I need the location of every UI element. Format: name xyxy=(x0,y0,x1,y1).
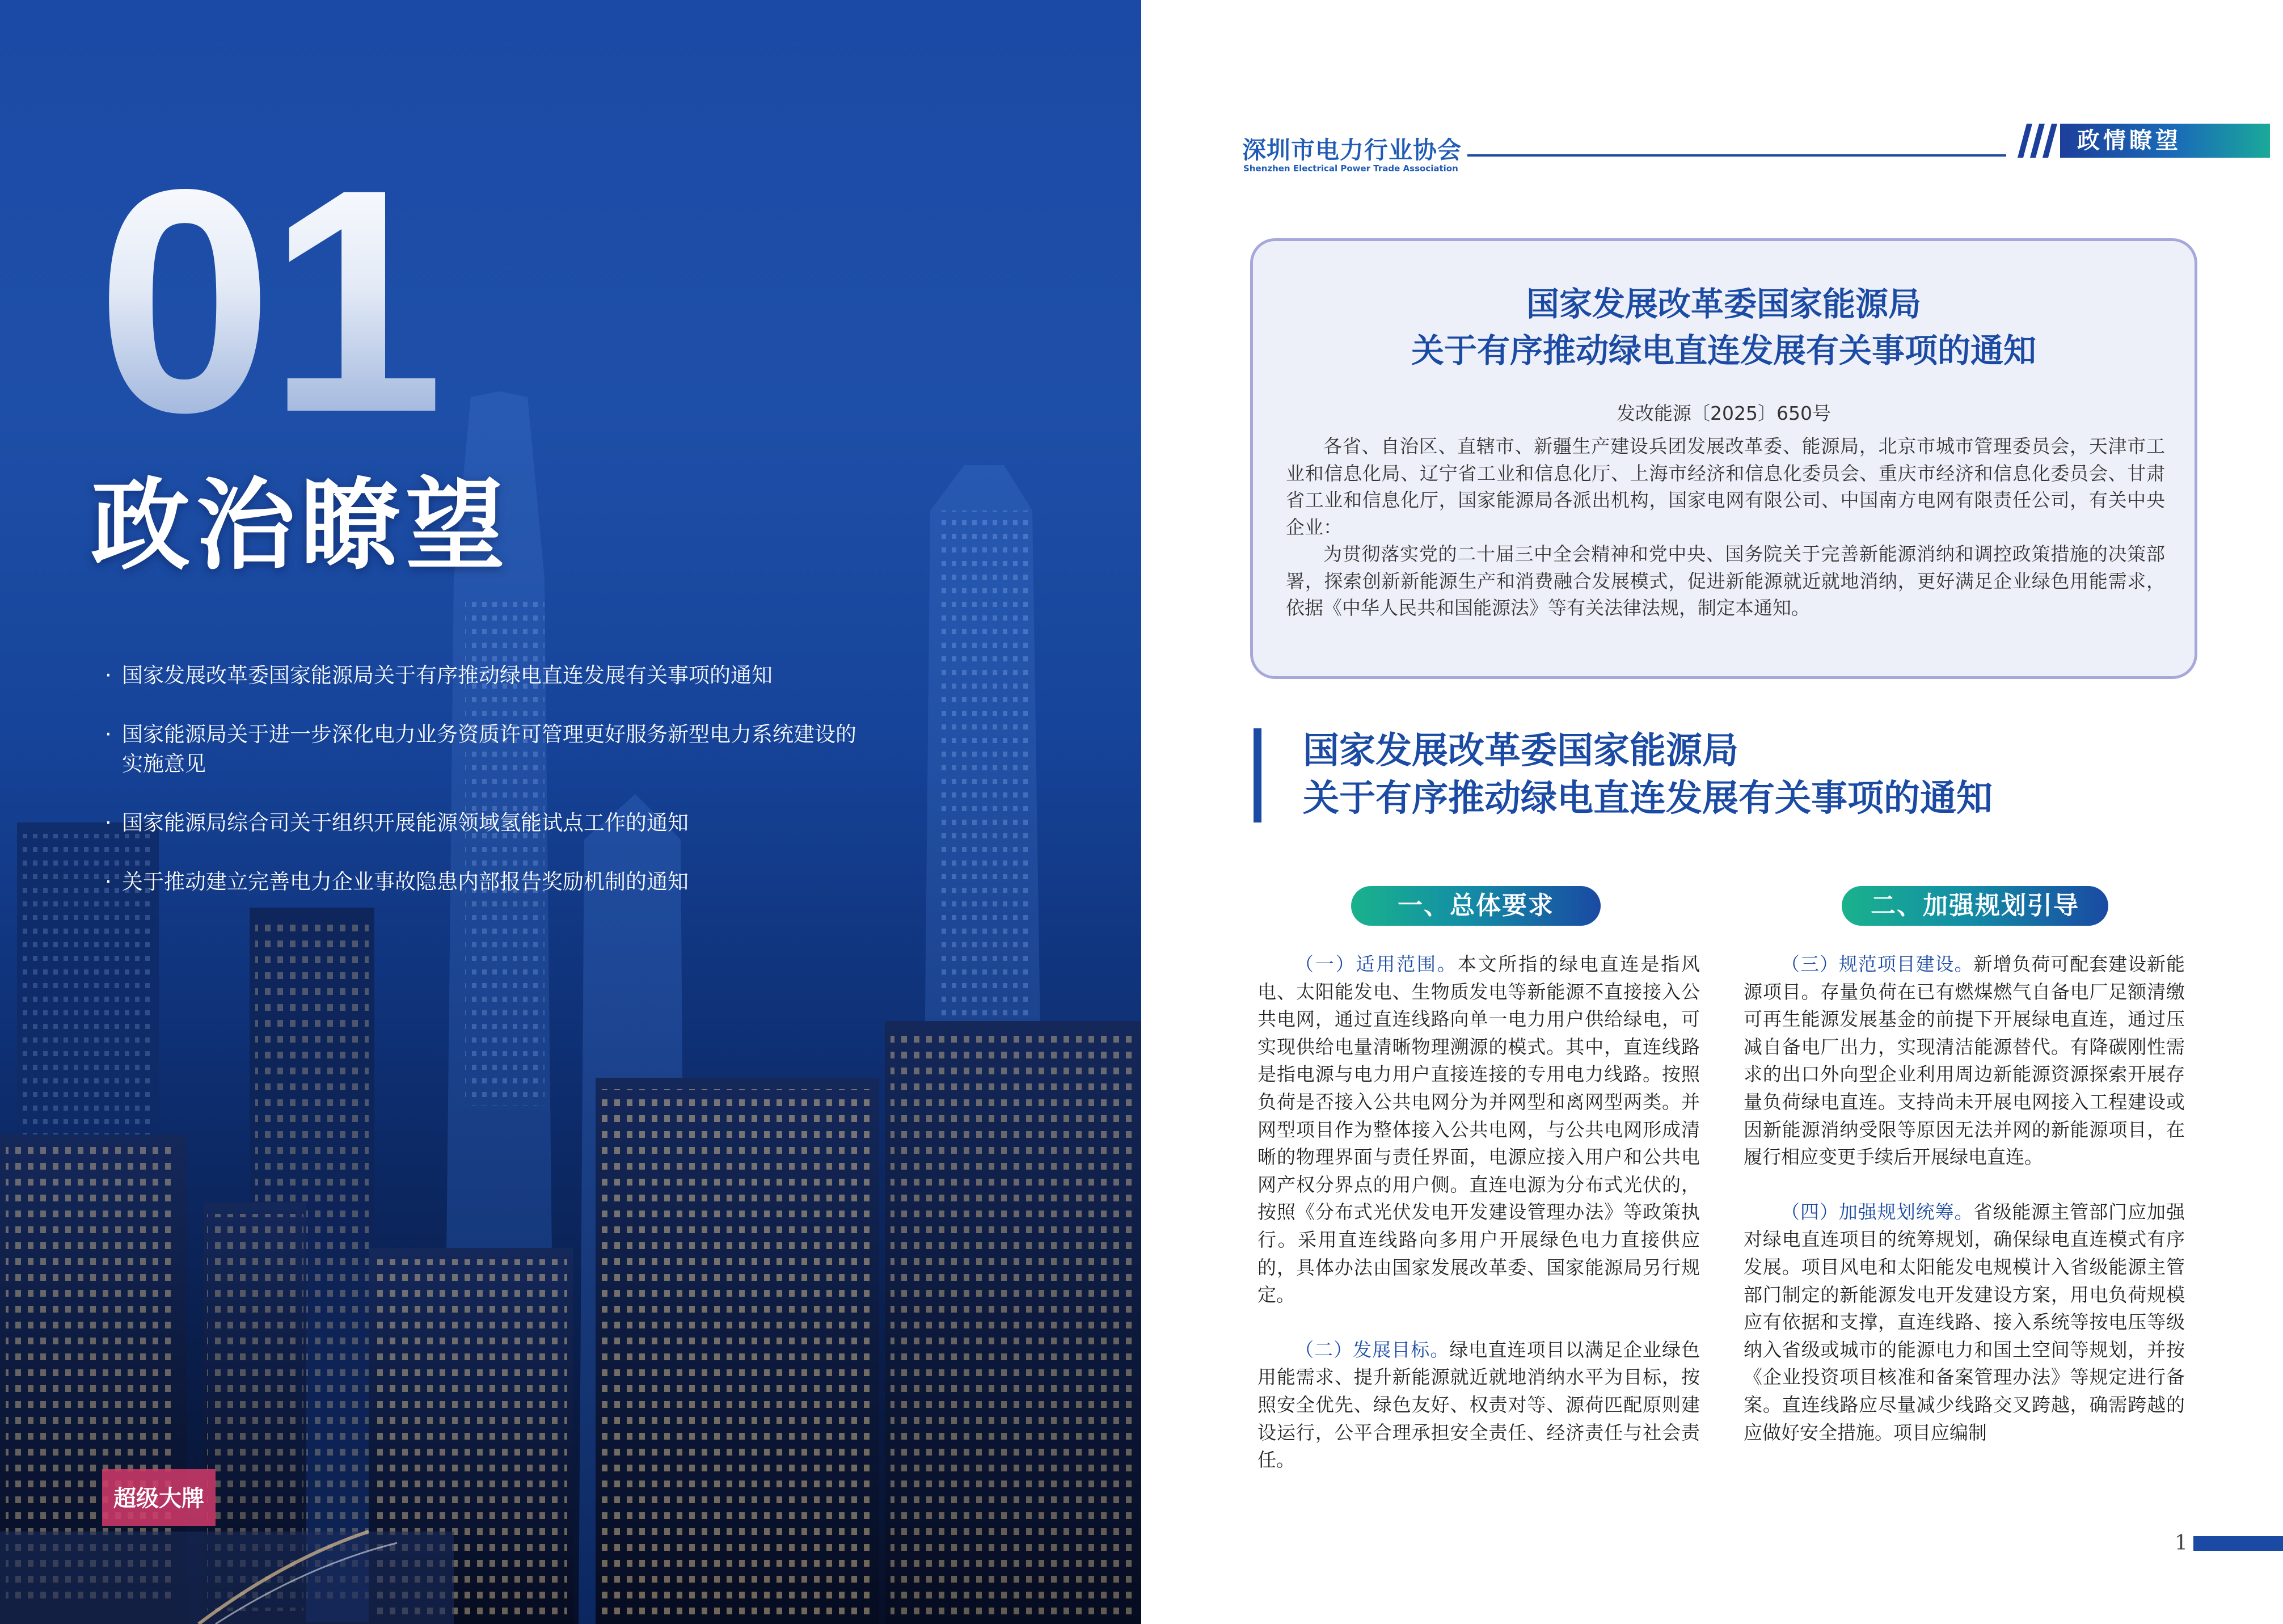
notice-summary-box xyxy=(1250,238,2197,679)
article-column-left xyxy=(1257,951,1700,1501)
page-number-bar xyxy=(2193,1536,2283,1551)
bullet-icon: · xyxy=(105,663,112,687)
clause-lead: （四）加强规划统筹。 xyxy=(1781,1200,1974,1223)
article-title xyxy=(1303,727,1993,822)
toc-item-3[interactable] xyxy=(105,808,859,838)
table-of-contents xyxy=(105,661,859,926)
notice-paragraph-purpose: 为贯彻落实党的二十届三中全会精神和党中央、国务院关于完善新能源消纳和调控政策措施的决策部署，探索创新新能源生产和消费融合发展模式，促进新能源就近就地消纳，更好满足企业绿色用能需求，依据《中华人民共和国能源法》等有关法律法规，制定本通知。 xyxy=(1286,543,2165,619)
section-badge: 政情瞭望 xyxy=(2060,124,2270,158)
clause-text: 省级能源主管部门应加强对绿电直连项目的统筹规划，确保绿电直连模式有序发展。项目风电和太阳能发电规模计入省级能源主管部门制定的新能源发电开发建设方案，用电负荷规模应有依据和支撑，直连线路、接入系统等按电压等级纳入省级或城市的能源电力和国土空间等规划，并按《企业投资项目核准和备案管理办法》等规定进行备案。直连线路应尽量减少线路交叉跨越，确需跨越的应做好安全措施。项目应编制 xyxy=(1744,1200,2185,1444)
association-name-cn: 深圳市电力行业协会 xyxy=(1242,136,1462,164)
notice-body xyxy=(1286,433,2165,622)
section-heading-planning-guidance: 二、加强规划引导 xyxy=(1842,886,2108,926)
bullet-icon: · xyxy=(105,811,112,835)
bullet-icon: · xyxy=(105,870,112,894)
clause-lead: （一）适用范围。 xyxy=(1295,953,1458,975)
page-number: 1 xyxy=(2175,1532,2188,1555)
toc-item-4[interactable] xyxy=(105,867,859,897)
bullet-icon: · xyxy=(105,722,112,746)
toc-item-2[interactable] xyxy=(105,720,859,779)
article-column-right xyxy=(1744,951,2185,1474)
association-name-en: Shenzhen Electrical Power Trade Association xyxy=(1243,163,1458,174)
article-title-accent-bar xyxy=(1254,728,1261,822)
clause-scope xyxy=(1257,951,1700,1309)
article-title-line2: 关于有序推动绿电直连发展有关事项的通知 xyxy=(1303,778,1993,820)
notice-document-number: 发改能源〔2025〕650号 xyxy=(1617,402,1831,424)
billboard-text: 超级大牌 xyxy=(113,1486,204,1512)
header-divider xyxy=(1467,154,2006,157)
right-page-article xyxy=(1141,0,2283,1624)
toc-item-1[interactable] xyxy=(105,661,859,690)
clause-text: 新增负荷可配套建设新能源项目。存量负荷在已有燃煤燃气自备电厂足额清缴可再生能源发展基金的前提下开展绿电直连，通过压减自备电厂出力，实现清洁能源替代。有降碳刚性需求的出口外向型企业利用周边新能源资源探索开展存量负荷绿电直连。支持尚未开展电网接入工程建设或因新能源消纳受限等原因无法并网的新能源项目，在履行相应变更手续后开展绿电直连。 xyxy=(1744,953,2185,1169)
section-heading-general-requirements: 一、总体要求 xyxy=(1351,886,1601,926)
article-title-line1: 国家发展改革委国家能源局 xyxy=(1303,730,1738,772)
toc-item-label: 国家能源局关于进一步深化电力业务资质许可管理更好服务新型电力系统建设的实施意见 xyxy=(122,722,856,776)
header-stripes-icon xyxy=(2012,124,2063,158)
clause-project-construction xyxy=(1744,951,2185,1171)
toc-item-label: 国家发展改革委国家能源局关于有序推动绿电直连发展有关事项的通知 xyxy=(122,663,773,687)
notice-paragraph-recipients: 各省、自治区、直辖市、新疆生产建设兵团发展改革委、能源局，北京市城市管理委员会，天津市工业和信息化局、辽宁省工业和信息化厅、上海市经济和信息化委员会、重庆市经济和信息化委员会、甘肃省工业和信息化厅，国家能源局各派出机构，国家电网有限公司、中国南方电网有限责任公司，有关中央企业： xyxy=(1286,435,2165,538)
notice-title-line1: 国家发展改革委国家能源局 xyxy=(1526,285,1921,323)
clause-text: 本文所指的绿电直连是指风电、太阳能发电、生物质发电等新能源不直接接入公共电网，通过直连线路向单一电力用户供给绿电，可实现供给电量清晰物理溯源的模式。其中，直连线路是指电源与电力用户直接连接的专用电力线路。按照负荷是否接入公共电网分为并网型和离网型两类。并网型项目作为整体接入公共电网，与公共电网形成清晰的物理界面与责任界面，电源应接入用户和公共电网产权分界点的用户侧。直连电源为分布式光伏的，按照《分布式光伏发电开发建设管理办法》等政策执行。采用直连线路向多用户开展绿色电力直接供应的，具体办法由国家发展改革委、国家能源局另行规定。 xyxy=(1257,953,1700,1306)
notice-title xyxy=(1253,281,2195,374)
clause-text: 绿电直连项目以满足企业绿色用能需求、提升新能源就近就地消纳水平为目标，按照安全优先、绿色友好、权责对等、源荷匹配原则建设运行，公平合理承担安全责任、经济责任与社会责任。 xyxy=(1257,1338,1700,1471)
toc-item-label: 关于推动建立完善电力企业事故隐患内部报告奖励机制的通知 xyxy=(122,870,689,894)
chapter-number: 01 xyxy=(96,123,438,478)
toc-item-label: 国家能源局综合司关于组织开展能源领域氢能试点工作的通知 xyxy=(122,811,689,835)
clause-goals xyxy=(1257,1336,1700,1474)
left-page-cover xyxy=(0,0,1141,1624)
clause-lead: （三）规范项目建设。 xyxy=(1781,953,1974,975)
clause-lead: （二）发展目标。 xyxy=(1295,1338,1450,1361)
clause-planning-coordination xyxy=(1744,1199,2185,1446)
notice-title-line2: 关于有序推动绿电直连发展有关事项的通知 xyxy=(1411,331,2036,370)
section-title: 政治瞭望 xyxy=(91,469,510,584)
